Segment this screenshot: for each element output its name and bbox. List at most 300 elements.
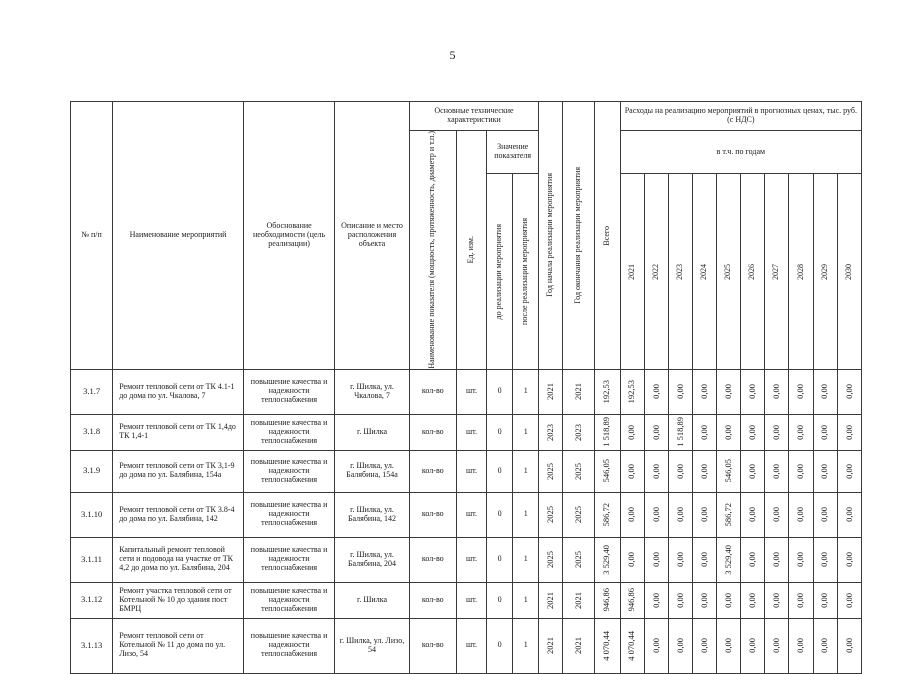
header-year [813, 174, 837, 369]
cell-num-text: 3.1.9 [83, 465, 101, 476]
cell-year-value [741, 450, 765, 492]
header-tech-group-text: Основные технические характеристики [434, 106, 514, 124]
cell-year-value-text: 3 529,40 [722, 544, 733, 575]
header-year [789, 174, 813, 369]
cell-year-value [789, 582, 813, 618]
cell-year-value [668, 537, 692, 582]
cell-year-value-text: 0,00 [771, 463, 782, 479]
cell-year-value-text: 0,00 [843, 424, 854, 440]
cell-year-value [765, 450, 789, 492]
header-total-text: Всего [601, 225, 611, 246]
cell-year-value [717, 537, 741, 582]
cell-end-year [563, 492, 594, 537]
header-start-year [539, 102, 563, 370]
cell-year-value-text: 0,00 [843, 384, 854, 400]
cell-num-text: 3.1.11 [81, 553, 103, 564]
cell-year-value [837, 582, 861, 618]
cell-end-year [563, 414, 594, 450]
cell-after [513, 537, 539, 582]
header-name [113, 102, 244, 370]
cell-total [594, 369, 620, 414]
cell-start-year [539, 414, 563, 450]
header-year-text: 2027 [771, 263, 781, 280]
cell-name-text: Ремонт тепловой сети от Котельной № 11 до дома по ул. Лизо, 54 [119, 631, 226, 659]
cell-param [409, 414, 456, 450]
cell-year-value-text: 0,00 [795, 552, 806, 568]
cell-year-value-text: 1 518,89 [674, 417, 685, 448]
cell-location [335, 492, 409, 537]
cell-year-value [765, 492, 789, 537]
cell-year-value-text: 0,00 [650, 507, 661, 523]
cell-year-value-text: 0,00 [698, 384, 709, 400]
cell-year-value-text: 0,00 [795, 507, 806, 523]
cell-year-value-text: 0,00 [771, 384, 782, 400]
cell-year-value-text: 0,00 [626, 552, 637, 568]
cell-start-year [539, 537, 563, 582]
cell-end-year [563, 369, 594, 414]
cell-year-value [741, 618, 765, 673]
cell-year-value [837, 369, 861, 414]
header-year-text: 2023 [674, 263, 684, 280]
cell-unit-text: шт. [465, 465, 477, 475]
cell-after-text: 1 [523, 640, 528, 650]
cell-after [513, 492, 539, 537]
cell-year-value-text: 0,00 [650, 638, 661, 654]
cell-year-value [813, 414, 837, 450]
cell-after-text: 1 [523, 426, 528, 436]
cell-unit [456, 582, 486, 618]
cell-justification-text: повышение качества и надежности теплоснабжения [250, 377, 328, 405]
cell-num [71, 450, 113, 492]
cell-year-value [620, 618, 644, 673]
cell-year-value [789, 537, 813, 582]
cell-after-text: 1 [523, 509, 528, 519]
cell-num [71, 414, 113, 450]
cell-param-text: кол-во [421, 465, 444, 475]
cell-year-value-text: 0,00 [650, 552, 661, 568]
cell-end-year-text: 2021 [572, 637, 583, 655]
cell-start-year-text: 2025 [545, 506, 556, 524]
header-year [668, 174, 692, 369]
cell-num-text: 3.1.12 [80, 594, 103, 605]
cell-year-value [837, 414, 861, 450]
cell-year-value-text: 0,00 [650, 424, 661, 440]
table-row [71, 582, 862, 618]
cell-year-value [765, 369, 789, 414]
cell-year-value [668, 492, 692, 537]
cell-num [71, 582, 113, 618]
cell-year-value-text: 0,00 [819, 463, 830, 479]
cell-num [71, 618, 113, 673]
cell-justification [243, 450, 334, 492]
cell-year-value [644, 369, 668, 414]
cell-start-year-text: 2025 [545, 462, 556, 480]
cell-year-value [620, 537, 644, 582]
cell-year-value-text: 0,00 [843, 592, 854, 608]
cell-year-value [813, 537, 837, 582]
cell-location-text: г. Шилка, ул. Балябина, 142 [347, 504, 397, 523]
cell-year-value [620, 582, 644, 618]
cell-year-value-text: 0,00 [843, 638, 854, 654]
cell-year-value-text: 0,00 [795, 638, 806, 654]
cell-year-value [644, 582, 668, 618]
cell-year-value-text: 0,00 [722, 638, 733, 654]
cell-param [409, 492, 456, 537]
cell-start-year [539, 369, 563, 414]
cell-year-value [717, 369, 741, 414]
header-year-text: 2026 [747, 263, 757, 280]
cell-year-value-text: 0,00 [843, 552, 854, 568]
cell-num-text: 3.1.7 [83, 385, 101, 396]
cell-location [335, 369, 409, 414]
cell-param-text: кол-во [421, 594, 444, 604]
cell-year-value-text: 0,00 [626, 463, 637, 479]
cell-year-value-text: 0,00 [771, 638, 782, 654]
cell-justification [243, 414, 334, 450]
cell-year-value [693, 492, 717, 537]
cell-end-year-text: 2025 [572, 551, 583, 569]
cell-before [487, 492, 513, 537]
cell-start-year-text: 2021 [545, 383, 556, 401]
cell-year-value-text: 0,00 [674, 592, 685, 608]
header-year [837, 174, 861, 369]
cell-location-text: г. Шилка, ул. Балябина, 204 [347, 549, 397, 568]
cell-end-year [563, 582, 594, 618]
cell-year-value [668, 618, 692, 673]
header-year [765, 174, 789, 369]
cell-before [487, 414, 513, 450]
table-row [71, 537, 862, 582]
cell-total-text: 946,86 [601, 588, 612, 612]
cell-before-text: 0 [497, 465, 502, 475]
cell-param [409, 450, 456, 492]
cell-year-value-text: 0,00 [747, 463, 758, 479]
cell-year-value [668, 369, 692, 414]
cell-location-text: г. Шилка, ул. Балябина, 154а [346, 461, 398, 480]
cell-year-value-text: 0,00 [795, 424, 806, 440]
cell-before-text: 0 [497, 640, 502, 650]
cell-start-year [539, 618, 563, 673]
cell-unit-text: шт. [465, 426, 477, 436]
cell-num-text: 3.1.10 [80, 508, 103, 519]
cell-after-text: 1 [523, 465, 528, 475]
cell-justification-text: повышение качества и надежности теплоснабжения [250, 456, 328, 484]
cell-year-value-text: 0,00 [795, 384, 806, 400]
cell-unit [456, 492, 486, 537]
cell-param [409, 369, 456, 414]
cell-num-text: 3.1.13 [80, 639, 103, 650]
cell-total-text: 546,05 [601, 459, 612, 483]
cell-after-text: 1 [523, 554, 528, 564]
cell-year-value-text: 0,00 [626, 424, 637, 440]
cell-year-value [717, 450, 741, 492]
cell-param [409, 582, 456, 618]
cell-year-value [813, 582, 837, 618]
cell-name-text: Ремонт тепловой сети от ТК 1,4до ТК 1,4-1 [119, 422, 236, 441]
cell-justification [243, 369, 334, 414]
cell-year-value-text: 0,00 [698, 592, 709, 608]
cell-total-text: 3 529,40 [601, 544, 612, 575]
cell-justification [243, 492, 334, 537]
cell-name-text: Ремонт тепловой сети от ТК 3,1-9 до дома по ул. Балябина, 154а [119, 461, 235, 480]
cell-name-text: Ремонт участка тепловой сети от Котельной № 10 до здания пост БМРЦ [119, 585, 232, 613]
cell-year-value-text: 0,00 [650, 463, 661, 479]
cell-start-year-text: 2023 [545, 423, 556, 441]
cell-year-value-text: 0,00 [650, 592, 661, 608]
cell-year-value-text: 0,00 [795, 463, 806, 479]
table-row [71, 618, 862, 673]
header-start-year-text: Год начала реализации мероприятия [545, 173, 555, 298]
cell-year-value [813, 492, 837, 537]
cell-end-year-text: 2021 [572, 383, 583, 401]
header-location-text: Описание и место расположения объекта [341, 220, 403, 248]
cell-year-value-text: 0,00 [626, 507, 637, 523]
table-row [71, 369, 862, 414]
cell-param [409, 618, 456, 673]
cell-unit [456, 450, 486, 492]
header-costs-group-text: Расходы на реализацию мероприятий в прогнозных ценах, тыс. руб. (с НДС) [624, 106, 857, 124]
cell-year-value-text: 0,00 [674, 384, 685, 400]
table-body [71, 369, 862, 673]
cell-year-value [693, 414, 717, 450]
cell-end-year-text: 2021 [572, 591, 583, 609]
cell-year-value [644, 618, 668, 673]
cell-param-text: кол-во [421, 426, 444, 436]
cell-year-value-text: 0,00 [819, 592, 830, 608]
cell-year-value [813, 450, 837, 492]
cell-justification [243, 537, 334, 582]
header-total [594, 102, 620, 370]
cell-location-text: г. Шилка [356, 426, 388, 436]
measures-table [70, 101, 862, 674]
cell-year-value-text: 0,00 [747, 552, 758, 568]
cell-before-text: 0 [497, 554, 502, 564]
cell-year-value-text: 0,00 [819, 424, 830, 440]
header-year-text: 2022 [650, 263, 660, 280]
cell-year-value [717, 618, 741, 673]
header-year-text: 2021 [626, 263, 636, 280]
cell-unit-text: шт. [465, 386, 477, 396]
header-justification-text: Обоснование необходимости (цель реализации) [253, 220, 326, 248]
cell-year-value-text: 0,00 [819, 638, 830, 654]
cell-end-year-text: 2025 [572, 506, 583, 524]
header-year-text: 2025 [723, 263, 733, 280]
cell-location [335, 582, 409, 618]
cell-year-value-text: 0,00 [771, 592, 782, 608]
cell-year-value-text: 0,00 [722, 384, 733, 400]
cell-year-value [741, 414, 765, 450]
cell-start-year-text: 2021 [545, 591, 556, 609]
header-justification [243, 102, 334, 370]
cell-unit [456, 369, 486, 414]
cell-year-value-text: 0,00 [819, 552, 830, 568]
cell-year-value [644, 492, 668, 537]
cell-unit [456, 414, 486, 450]
cell-location [335, 537, 409, 582]
cell-year-value [644, 450, 668, 492]
cell-before-text: 0 [497, 426, 502, 436]
cell-num [71, 492, 113, 537]
header-unit [456, 131, 486, 370]
cell-start-year-text: 2021 [545, 637, 556, 655]
cell-end-year [563, 537, 594, 582]
header-year-text: 2028 [795, 263, 805, 280]
cell-year-value [717, 492, 741, 537]
cell-start-year [539, 582, 563, 618]
cell-year-value [813, 369, 837, 414]
cell-param [409, 537, 456, 582]
cell-after [513, 582, 539, 618]
cell-start-year [539, 450, 563, 492]
cell-year-value [789, 369, 813, 414]
cell-before [487, 537, 513, 582]
cell-year-value-text: 0,00 [698, 424, 709, 440]
cell-year-value [837, 537, 861, 582]
cell-name [113, 414, 244, 450]
cell-year-value [668, 582, 692, 618]
cell-before-text: 0 [497, 509, 502, 519]
cell-year-value-text: 0,00 [698, 463, 709, 479]
cell-before [487, 582, 513, 618]
header-tech-group [409, 102, 539, 131]
header-by-years: в т.ч. по годам [620, 131, 861, 174]
header-year-text: 2029 [819, 263, 829, 280]
cell-unit-text: шт. [465, 640, 477, 650]
cell-justification-text: повышение качества и надежности теплоснабжения [250, 417, 328, 445]
cell-year-value [789, 492, 813, 537]
cell-location-text: г. Шилка, ул. Чкалова, 7 [350, 381, 394, 400]
header-before-text: до реализации мероприятия [494, 223, 504, 320]
cell-year-value [741, 582, 765, 618]
cell-year-value-text: 0,00 [747, 507, 758, 523]
cell-year-value-text: 0,00 [674, 552, 685, 568]
header-after [513, 174, 539, 369]
cell-year-value [693, 618, 717, 673]
cell-year-value [717, 414, 741, 450]
header-tech-param-text: Наименование показателя (мощность, протяженность, диаметр и т.п.) [427, 131, 437, 369]
cell-year-value [789, 414, 813, 450]
header-year-text: 2024 [699, 263, 709, 280]
cell-year-value-text: 0,00 [771, 552, 782, 568]
header-tech-param [409, 131, 456, 370]
cell-end-year-text: 2025 [572, 462, 583, 480]
cell-year-value [741, 537, 765, 582]
cell-name [113, 537, 244, 582]
cell-year-value-text: 0,00 [747, 638, 758, 654]
cell-justification-text: повышение качества и надежности теплоснабжения [250, 585, 328, 613]
cell-year-value [837, 618, 861, 673]
cell-total [594, 582, 620, 618]
cell-unit-text: шт. [465, 554, 477, 564]
cell-name [113, 492, 244, 537]
cell-name-text: Ремонт тепловой сети от ТК 4.1-1 до дома по ул. Чкалова, 7 [119, 381, 235, 400]
cell-name [113, 618, 244, 673]
cell-total [594, 618, 620, 673]
cell-after-text: 1 [523, 594, 528, 604]
cell-total-text: 192,53 [601, 379, 612, 404]
cell-name-text: Ремонт тепловой сети от ТК 3.8-4 до дома по ул. Балябина, 142 [119, 504, 235, 523]
cell-justification-text: повышение качества и надежности теплоснабжения [250, 500, 328, 528]
cell-total [594, 492, 620, 537]
cell-year-value [693, 537, 717, 582]
header-end-year [563, 102, 594, 370]
cell-total-text: 4 070,44 [601, 630, 612, 661]
cell-name [113, 369, 244, 414]
header-year [717, 174, 741, 369]
cell-before [487, 618, 513, 673]
cell-year-value-text: 0,00 [819, 507, 830, 523]
cell-year-value-text: 0,00 [747, 592, 758, 608]
cell-year-value-text: 0,00 [843, 463, 854, 479]
cell-year-value [741, 369, 765, 414]
cell-after-text: 1 [523, 386, 528, 396]
cell-end-year-text: 2023 [572, 423, 583, 441]
cell-year-value-text: 0,00 [771, 507, 782, 523]
cell-year-value [765, 618, 789, 673]
cell-num [71, 537, 113, 582]
header-before [487, 174, 513, 369]
cell-before [487, 369, 513, 414]
cell-num [71, 369, 113, 414]
cell-after [513, 414, 539, 450]
cell-param-text: кол-во [421, 554, 444, 564]
cell-year-value [765, 582, 789, 618]
cell-after [513, 369, 539, 414]
cell-before [487, 450, 513, 492]
table-header [71, 102, 862, 370]
cell-total [594, 414, 620, 450]
cell-param-text: кол-во [421, 386, 444, 396]
cell-year-value [837, 450, 861, 492]
header-num: № п/п [71, 102, 113, 370]
cell-year-value [693, 450, 717, 492]
table-row [71, 414, 862, 450]
cell-name-text: Капитальный ремонт тепловой сети и подовода на участке от ТК 4,2 до дома по ул. Балябина, 204 [119, 545, 233, 573]
cell-year-value-text: 946,86 [626, 588, 637, 612]
cell-end-year [563, 618, 594, 673]
cell-total-text: 1 518,89 [601, 417, 612, 448]
header-year-text: 2030 [843, 263, 853, 280]
header-indicator-group [487, 131, 539, 174]
cell-start-year [539, 492, 563, 537]
cell-before-text: 0 [497, 386, 502, 396]
cell-total [594, 537, 620, 582]
cell-year-value-text: 586,72 [722, 502, 733, 527]
cell-year-value-text: 0,00 [674, 463, 685, 479]
header-location [335, 102, 409, 370]
cell-justification [243, 582, 334, 618]
cell-year-value [837, 492, 861, 537]
table-row [71, 450, 862, 492]
cell-year-value [620, 414, 644, 450]
cell-location [335, 414, 409, 450]
cell-year-value-text: 546,05 [722, 459, 733, 483]
cell-num-text: 3.1.8 [83, 426, 101, 437]
cell-year-value-text: 0,00 [674, 638, 685, 654]
header-year [741, 174, 765, 369]
table-row [71, 492, 862, 537]
cell-unit [456, 537, 486, 582]
cell-year-value [668, 414, 692, 450]
cell-unit-text: шт. [465, 509, 477, 519]
cell-year-value-text: 0,00 [843, 507, 854, 523]
cell-name [113, 582, 244, 618]
cell-year-value-text: 0,00 [722, 592, 733, 608]
page-number: 5 [449, 48, 456, 62]
cell-location-text: г. Шилка [356, 594, 388, 604]
cell-start-year-text: 2025 [545, 551, 556, 569]
header-year [693, 174, 717, 369]
